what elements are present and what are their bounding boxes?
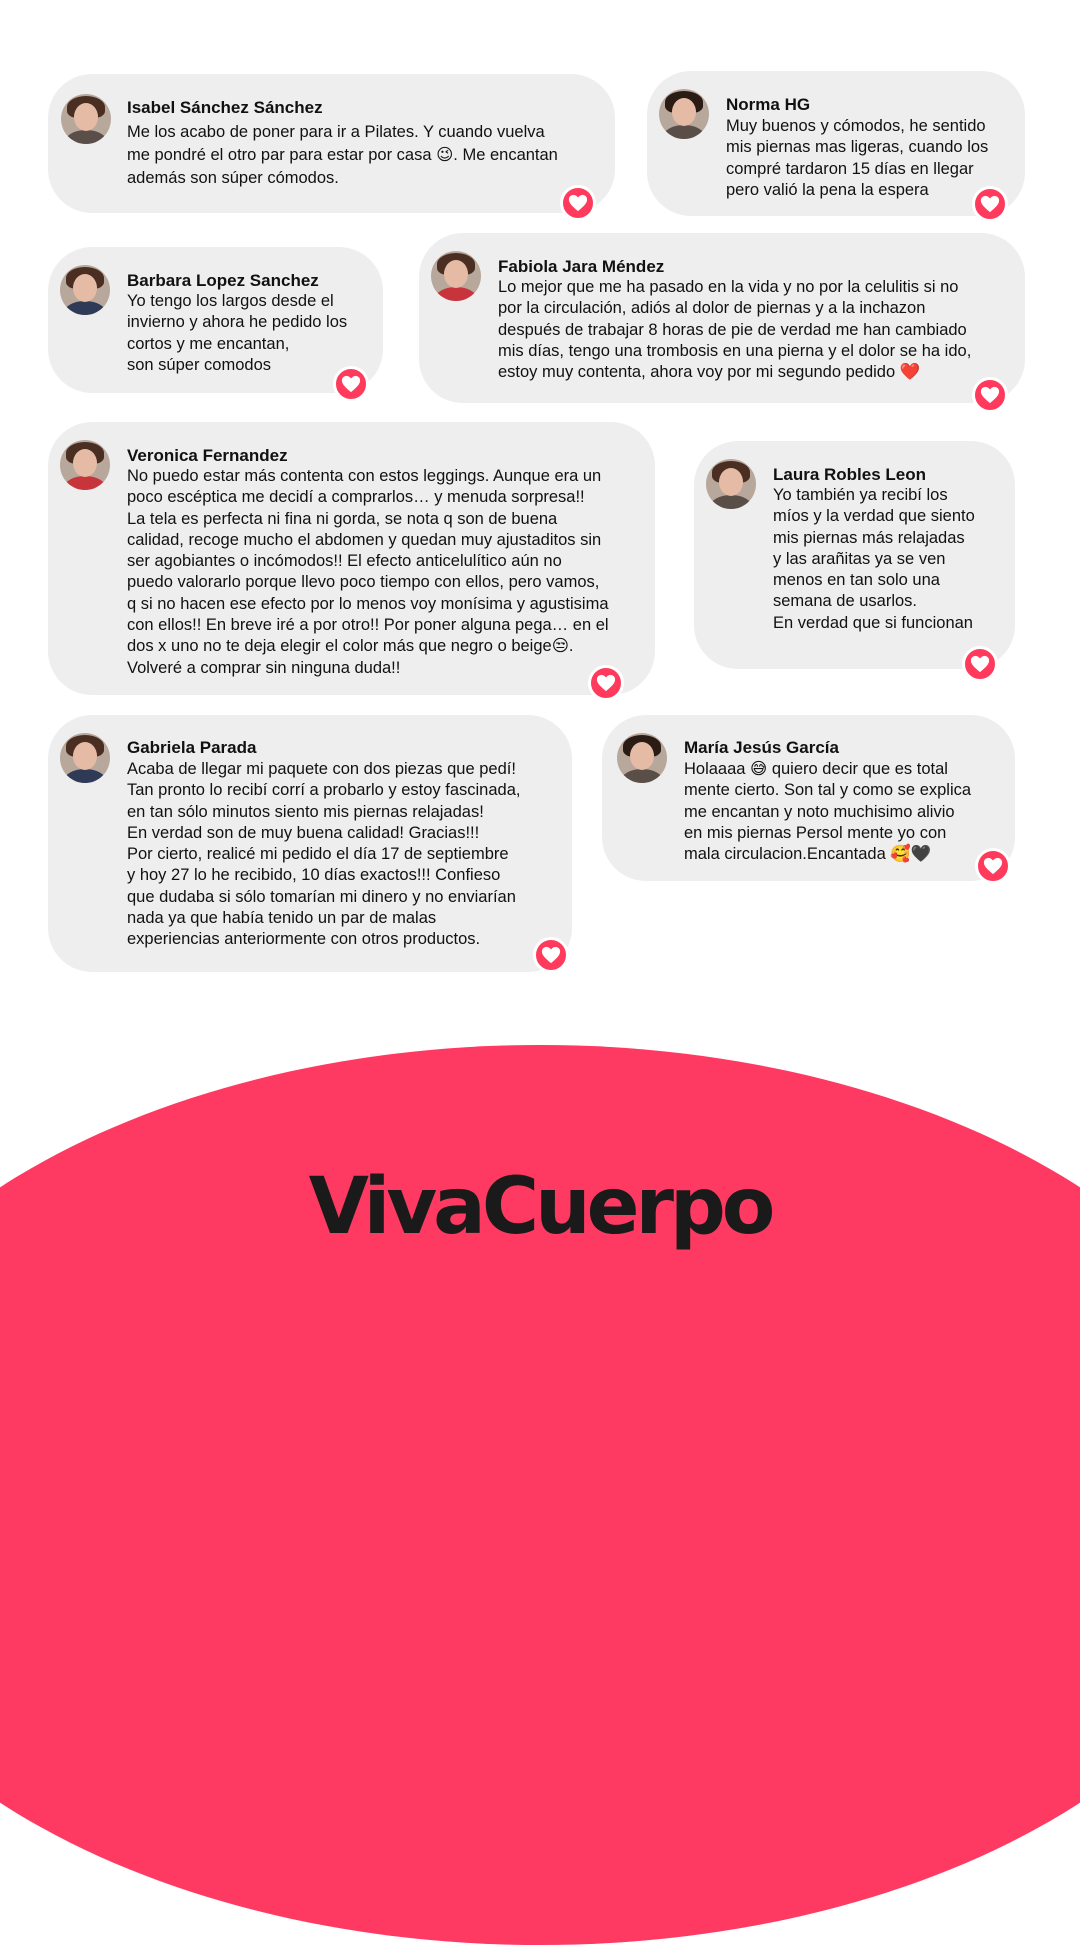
avatar — [61, 94, 111, 144]
reviewer-name: Norma HG — [726, 95, 811, 114]
avatar — [659, 89, 709, 139]
review-text: No puedo estar más contenta con estos leggings. Aunque era un poco escéptica me decidí a comprarlos… y menuda sorpresa!! La tela es perfecta ni fina ni gorda, se nota q son de buena calidad, recoge mucho el abdomen y quedan muy ajustaditos sin ser agobiantes o incómodos!! El efecto anticelulítico aún no puedo valorarlo porque llevo poco tiempo con ellos, pero vamos, q si no hacen ese efecto por lo menos voy monísima y agustisima con ellos!! En breve iré a por otro!! Por poner alguna pega… en el dos x uno no te deja elegir el color más que negro o beige😒. Volveré a comprar sin ninguna duda!! — [127, 467, 609, 677]
reviewer-name: Fabiola Jara Méndez — [498, 257, 665, 276]
review-card — [694, 441, 1015, 669]
avatar — [60, 733, 110, 783]
review-text: Lo mejor que me ha pasado en la vida y no por la celulitis si no por la circulación, adiós al dolor de piernas y a la inchazon después de trabajar 8 horas de pie de verdad me han cambiado mis días, tengo una trombosis en una pierna y el dolor se ha ido, estoy muy contenta, ahora voy por mi segundo pedido ❤️ — [498, 278, 972, 382]
heart-icon[interactable] — [972, 186, 1008, 222]
reviewer-name: María Jesús García — [684, 738, 839, 757]
review-card — [48, 422, 655, 695]
heart-icon[interactable] — [560, 185, 596, 221]
review-card — [419, 233, 1025, 403]
review-card — [48, 715, 572, 972]
reviewer-name: Gabriela Parada — [127, 738, 257, 757]
avatar — [617, 733, 667, 783]
reviewer-name: Isabel Sánchez Sánchez — [127, 98, 323, 117]
heart-icon[interactable] — [975, 848, 1011, 884]
avatar — [706, 459, 756, 509]
review-text: Muy buenos y cómodos, he sentido mis piernas mas ligeras, cuando los compré tardaron 15 días en llegar pero valió la pena la espera — [726, 117, 989, 199]
heart-icon[interactable] — [962, 646, 998, 682]
review-card — [602, 715, 1015, 881]
reviewer-name: Veronica Fernandez — [127, 446, 288, 465]
review-card — [48, 74, 615, 213]
review-card — [647, 71, 1025, 216]
review-text: Yo tengo los largos desde el invierno y ahora he pedido los cortos y me encantan, son súper comodos — [127, 292, 348, 374]
review-text: Acaba de llegar mi paquete con dos piezas que pedí! Tan pronto lo recibí corrí a probarlo y estoy fascinada, en tan sólo minutos siento mis piernas relajadas! En verdad son de muy buena calidad! Gracias!!! Por cierto, realicé mi pedido el día 17 de septiembre y hoy 27 lo he recibido, 10 días exactos!!! Confieso que dudaba si sólo tomarían mi dinero y no enviarían nada ya que había tenido un par de malas experiencias anteriormente con otros productos. — [127, 760, 521, 949]
heart-icon[interactable] — [333, 366, 369, 402]
reviewer-name: Laura Robles Leon — [773, 465, 927, 484]
heart-icon[interactable] — [972, 377, 1008, 413]
reviewer-name: Barbara Lopez Sanchez — [127, 271, 319, 290]
avatar — [60, 265, 110, 315]
review-text: Yo también ya recibí los míos y la verdad que siento mis piernas más relajadas y las arañitas ya se ven menos en tan solo una semana de usarlos. En verdad que si funcionan — [773, 486, 975, 632]
review-card — [48, 247, 383, 393]
avatar — [60, 440, 110, 490]
review-text: Holaaaa 😅 quiero decir que es total mente cierto. Son tal y como se explica me encantan y noto muchisimo alivio en mis piernas Persol mente yo con mala circulacion.Encantada 🥰🖤 — [684, 760, 972, 864]
heart-icon[interactable] — [533, 937, 569, 973]
heart-icon[interactable] — [588, 665, 624, 701]
avatar — [431, 251, 481, 301]
review-text: Me los acabo de poner para ir a Pilates. Y cuando vuelva me pondré el otro par para estar por casa 😉. Me encantan además son súper cómodos. — [127, 123, 558, 187]
brand-logo: VivaCuerpo — [308, 1162, 772, 1252]
